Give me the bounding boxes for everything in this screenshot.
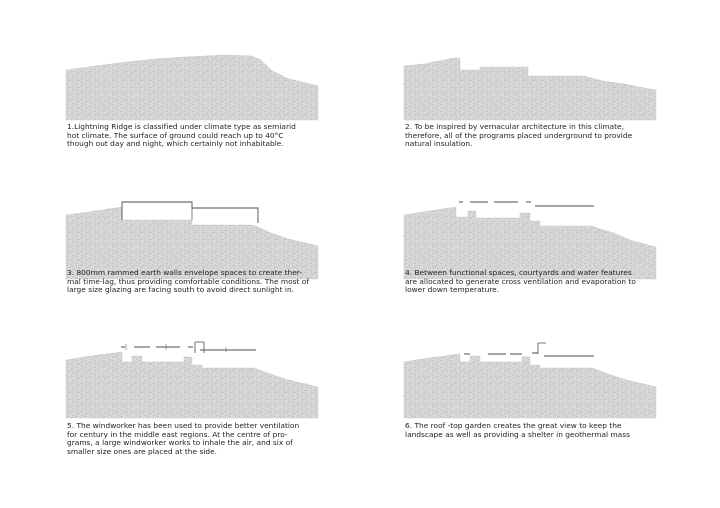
step-caption-6: 6. The roof -top garden creates the great view to keep the landscape as well as providing a shelter in geothermal mass [405, 421, 630, 439]
site-section-6 [404, 338, 656, 418]
ground-mass [66, 55, 318, 120]
roof-segments [121, 347, 256, 350]
step-panel-4 [404, 199, 656, 311]
site-section-3 [66, 199, 318, 279]
site-section-2 [404, 40, 656, 120]
ground-mass [404, 354, 656, 418]
site-section-4 [404, 199, 656, 279]
step-panel-2 [404, 40, 656, 152]
site-section-5 [66, 338, 318, 418]
ground-mass [66, 352, 318, 418]
step-caption-1: 1.Lightning Ridge is classified under climate type as semiarid hot climate. The surface of ground could reach up to 40°C though out day and night, which certainly not inhabitable. [67, 122, 296, 149]
site-section-1 [66, 40, 318, 120]
roof-segments [459, 202, 594, 206]
step-panel-5 [66, 338, 318, 462]
step-caption-4: 4. Between functional spaces, courtyards and water features are allocated to generate cross ventilation and evaporation to lower down temperature. [405, 268, 636, 295]
windworker-small [126, 344, 226, 352]
step-caption-5: 5. The windworker has been used to provide better ventilation for century in the middle east regions. At the centre of pro- grams, a large windworker works to inhale the air, and six of smaller size ones are placed at the side. [67, 421, 300, 456]
roof-garden-segments [464, 353, 594, 356]
step-panel-1 [66, 40, 318, 152]
step-panel-6 [404, 338, 656, 450]
step-caption-2: 2. To be inspired by vernacular architecture in this climate, therefore, all of the programs placed underground to provide natural insulation. [405, 122, 633, 149]
windworker-tower [538, 343, 546, 354]
windworker-tower [195, 342, 204, 353]
step-panel-3 [66, 199, 318, 311]
step-caption-3: 3. 800mm rammed earth walls envelope spaces to create ther- mal time-lag, thus providing comfortable conditions. The most of large size glazing are facing south to avoid direct sunlight in. [67, 268, 309, 295]
ground-mass [404, 58, 656, 120]
